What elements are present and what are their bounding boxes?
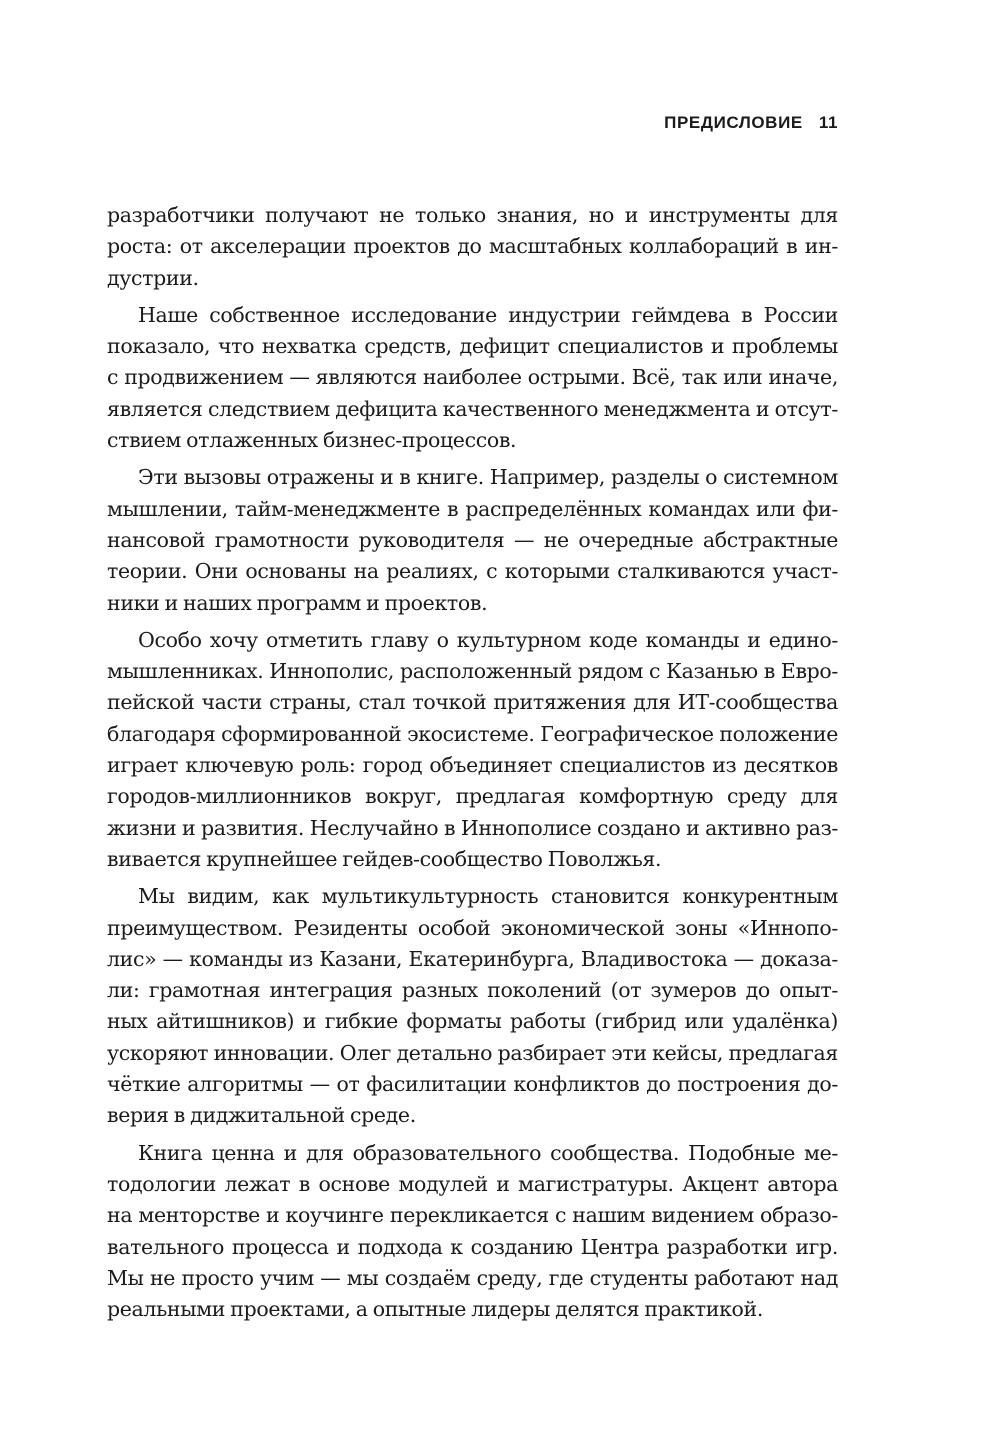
paragraph xyxy=(107,881,838,1131)
paragraph xyxy=(107,1138,838,1326)
text-line: на менторстве и коучинге перекликается с нашим видением образо- xyxy=(107,1203,838,1228)
text-line: преимуществом. Резиденты особой экономической зоны «Иннопо- xyxy=(107,915,838,940)
text-line: показало, что нехватка средств, дефицит специалистов и проблемы xyxy=(107,334,838,359)
text-line: чёткие алгоритмы — от фасилитации конфликтов до построения до- xyxy=(107,1072,838,1097)
text-line: Наше собственное исследование индустрии геймдева в России xyxy=(138,302,838,327)
paragraph xyxy=(107,625,838,875)
text-line: Мы видим, как мультикультурность становится конкурентным xyxy=(138,884,838,909)
page-number: 11 xyxy=(818,113,838,132)
text-line: вивается крупнейшее гейдев-сообщество Поволжья. xyxy=(107,846,662,871)
body-text xyxy=(107,200,838,1325)
text-line: благодаря сформированной экосистеме. Географическое положение xyxy=(107,721,838,746)
text-line: играет ключевую роль: город объединяет специалистов из десятков xyxy=(107,753,838,778)
paragraph xyxy=(107,462,838,618)
paragraph xyxy=(107,300,838,456)
text-line: ли: грамотная интеграция разных поколений (от зумеров до опыт- xyxy=(107,978,838,1003)
text-line: ных айтишников) и гибкие форматы работы (гибрид или удалёнка) xyxy=(107,1009,838,1034)
text-line: разработчики получают не только знания, но и инструменты для xyxy=(107,203,838,227)
text-line: пейской части страны, стал точкой притяжения для ИТ-сообщества xyxy=(107,690,838,715)
text-line: с продвижением — являются наиболее острыми. Всё, так или иначе, xyxy=(107,365,838,390)
text-line: реальными проектами, а опытные лидеры делятся практикой. xyxy=(107,1297,764,1322)
text-line: нансовой грамотности руководителя — не очередные абстрактные xyxy=(107,527,838,552)
text-line: мышленниках. Иннополис, расположенный рядом с Казанью в Евро- xyxy=(107,659,838,684)
text-line: городов-миллионников вокруг, предлагая комфортную среду для xyxy=(107,784,838,809)
text-line: тодологии лежат в основе модулей и магистратуры. Акцент автора xyxy=(107,1171,838,1196)
paragraph xyxy=(107,200,838,294)
text-line: жизни и развития. Неслучайно в Иннополисе создано и активно раз- xyxy=(107,815,838,840)
text-line: Эти вызовы отражены и в книге. Например, разделы о системном xyxy=(138,465,838,490)
text-line: Особо хочу отметить главу о культурном коде команды и едино- xyxy=(138,627,838,652)
text-line: дустрии. xyxy=(107,265,199,290)
text-line: вательного процесса и подхода к созданию Центра разработки игр. xyxy=(107,1234,838,1259)
text-line: ствием отлаженных бизнес-процессов. xyxy=(107,428,517,453)
running-head xyxy=(664,113,838,133)
text-line: роста: от акселерации проектов до масштабных коллабораций в ин- xyxy=(107,234,838,259)
text-line: Мы не просто учим — мы создаём среду, где студенты работают над xyxy=(107,1265,838,1290)
text-line: Книга ценна и для образовательного сообщества. Подобные ме- xyxy=(138,1140,838,1165)
text-line: мышлении, тайм-менеджменте в распределённых командах или фи- xyxy=(107,496,838,521)
text-line: теории. Они основаны на реалиях, с которыми сталкиваются участ- xyxy=(107,559,838,584)
text-line: верия в диджитальной среде. xyxy=(107,1103,416,1128)
text-line: лис» — команды из Казани, Екатеринбурга, Владивостока — доказа- xyxy=(107,946,838,971)
text-line: является следствием дефицита качественного менеджмента и отсут- xyxy=(107,396,838,421)
text-line: ускоряют инновации. Олег детально разбирает эти кейсы, предлагая xyxy=(107,1040,838,1065)
text-line: ники и наших программ и проектов. xyxy=(107,590,488,615)
section-title: ПРЕДИСЛОВИЕ xyxy=(664,113,803,132)
